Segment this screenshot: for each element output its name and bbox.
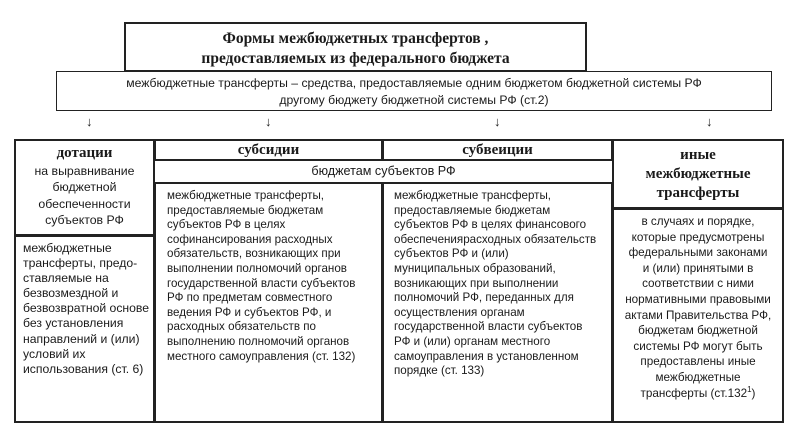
inye-text-line: предоставлены иные <box>640 355 756 369</box>
dotacii-text-line: трансферты, предо- <box>23 256 138 271</box>
inye-last-close: ) <box>751 386 756 400</box>
subvencii-text-line: полномочий РФ, переданных для <box>394 291 574 305</box>
subsidii-text <box>167 189 381 364</box>
arrow-down-icon: ↓ <box>706 114 713 129</box>
subvencii-text-line: самоуправления в установленном <box>394 349 579 363</box>
inye-header-box <box>612 139 784 209</box>
inye-text-line: нормативными правовыми <box>625 292 771 306</box>
subvencii-text-line: РФ и (или) органам местного <box>394 334 551 348</box>
subsidii-text-line: ведения РФ и субъектов РФ, и <box>167 305 332 319</box>
arrow-down-icon: ↓ <box>265 114 272 129</box>
dotacii-text-line: ставляемые на <box>23 271 109 286</box>
dotacii-text-line: направлений и (или) <box>23 331 140 346</box>
dotacii-text-line: условий их <box>23 346 86 361</box>
dotacii-header-box <box>14 139 155 236</box>
subsidii-text-line: субъектов РФ в целях <box>167 218 286 232</box>
dotacii-heading: дотации <box>56 145 113 161</box>
inye-text-last-line <box>614 386 782 402</box>
dotacii-sub-line: бюджетной <box>52 180 117 195</box>
subvencii-text-line: государственной власти субъектов <box>394 320 583 334</box>
subvencii-text <box>394 189 611 379</box>
inye-text <box>614 214 782 401</box>
subsidii-text-line: выполнению полномочий органов <box>167 334 350 348</box>
subvencii-text-line: осуществления органам <box>394 305 525 319</box>
inye-text-line: актами Правительства РФ, <box>624 308 772 322</box>
inye-body-box <box>612 208 784 423</box>
subvencii-text-line: возникающих при выполнении <box>394 276 559 290</box>
inye-footnote-sup: 1 <box>747 384 752 394</box>
dotacii-text-line: использования (ст. 6) <box>23 361 144 376</box>
inye-heading-line: иные <box>680 147 716 163</box>
dotacii-body-box <box>14 235 155 423</box>
title-box <box>124 22 587 72</box>
inye-text-line: и (или) принятыми в <box>642 261 754 275</box>
inye-heading-line: трансферты <box>656 185 740 201</box>
dotacii-text-line: безвозвратной основе <box>23 301 150 316</box>
subsidii-heading: субсидии <box>237 142 300 158</box>
inye-text-line: федеральными законами <box>628 246 768 260</box>
subsidii-header-box <box>154 139 383 161</box>
shared-recipient-label: бюджетам субъектов РФ <box>311 164 456 178</box>
inye-heading-line: межбюджетные <box>645 166 751 182</box>
subsidii-text-line: межбюджетные трансферты, <box>167 189 325 202</box>
dotacii-text-line: межбюджетные <box>23 241 112 255</box>
dotacii-text <box>23 241 153 377</box>
dotacii-sub-line: субъектов РФ <box>45 212 124 227</box>
dotacii-text-line: безвозмездной и <box>23 286 119 301</box>
inye-text-line: соответствии с ними <box>642 277 754 291</box>
subvencii-text-line: обеспечениярасходных обязательств <box>394 232 597 246</box>
arrow-down-icon: ↓ <box>86 114 93 129</box>
dotacii-sub-line: на выравнивание <box>34 164 135 178</box>
subsidii-text-line: обязательств, возникающих при <box>167 247 341 261</box>
dotacii-sub-line: обеспеченности <box>38 196 131 211</box>
subvencii-body-box <box>382 182 613 423</box>
subsidii-text-line: РФ по предметам совместного <box>167 291 333 305</box>
subsidii-text-line: местного самоуправления (ст. 132) <box>167 349 356 363</box>
subsidii-text-line: предоставляемые бюджетам <box>167 203 324 217</box>
definition-line-2: другому бюджету бюджетной системы РФ (ст.2) <box>279 93 549 107</box>
definition-box <box>56 71 772 111</box>
subsidii-text-line: выполнении полномочий органов <box>167 261 347 275</box>
definition-line-1: межбюджетные трансферты – средства, предоставляемые одним бюджетом бюджетной системы РФ <box>126 76 702 90</box>
shared-recipient-box <box>154 160 613 183</box>
subsidii-text-line: государственной власти субъектов <box>167 276 356 290</box>
subvencii-text-line: порядке (ст. 133) <box>394 364 485 378</box>
subsidii-text-line: софинансирования расходных <box>167 232 333 246</box>
title-line-1: Формы межбюджетных трансфертов , <box>222 30 489 47</box>
subvencii-text-line: предоставляемые бюджетам <box>394 203 551 217</box>
inye-text-line: системы РФ могут быть <box>633 339 763 353</box>
inye-text-line: в случаях и порядке, <box>641 215 755 228</box>
dotacii-text-line: без установления <box>23 316 124 331</box>
subvencii-text-line: субъектов РФ и (или) <box>394 247 509 261</box>
subsidii-body-box <box>154 182 383 423</box>
subvencii-header-box <box>382 139 613 161</box>
dotacii-subtitle <box>16 163 153 228</box>
subvencii-heading: субвеиции <box>462 142 533 158</box>
subsidii-text-line: расходных обязательств по <box>167 320 316 334</box>
inye-text-line: которые предусмотрены <box>631 230 765 244</box>
inye-text-line: бюджетам бюджетной <box>638 324 758 338</box>
arrow-down-icon: ↓ <box>494 114 501 129</box>
subvencii-text-line: муниципальных образований, <box>394 261 556 275</box>
subvencii-text-line: субъектов РФ в целях финансового <box>394 218 587 232</box>
title-line-2: предоставляемых из федерального бюджета <box>201 50 510 67</box>
inye-last-text: трансферты (ст.132 <box>640 386 748 400</box>
inye-text-line: межбюджетные <box>655 370 741 384</box>
subvencii-text-line: межбюджетные трансферты, <box>394 189 552 202</box>
inye-heading <box>614 146 782 203</box>
